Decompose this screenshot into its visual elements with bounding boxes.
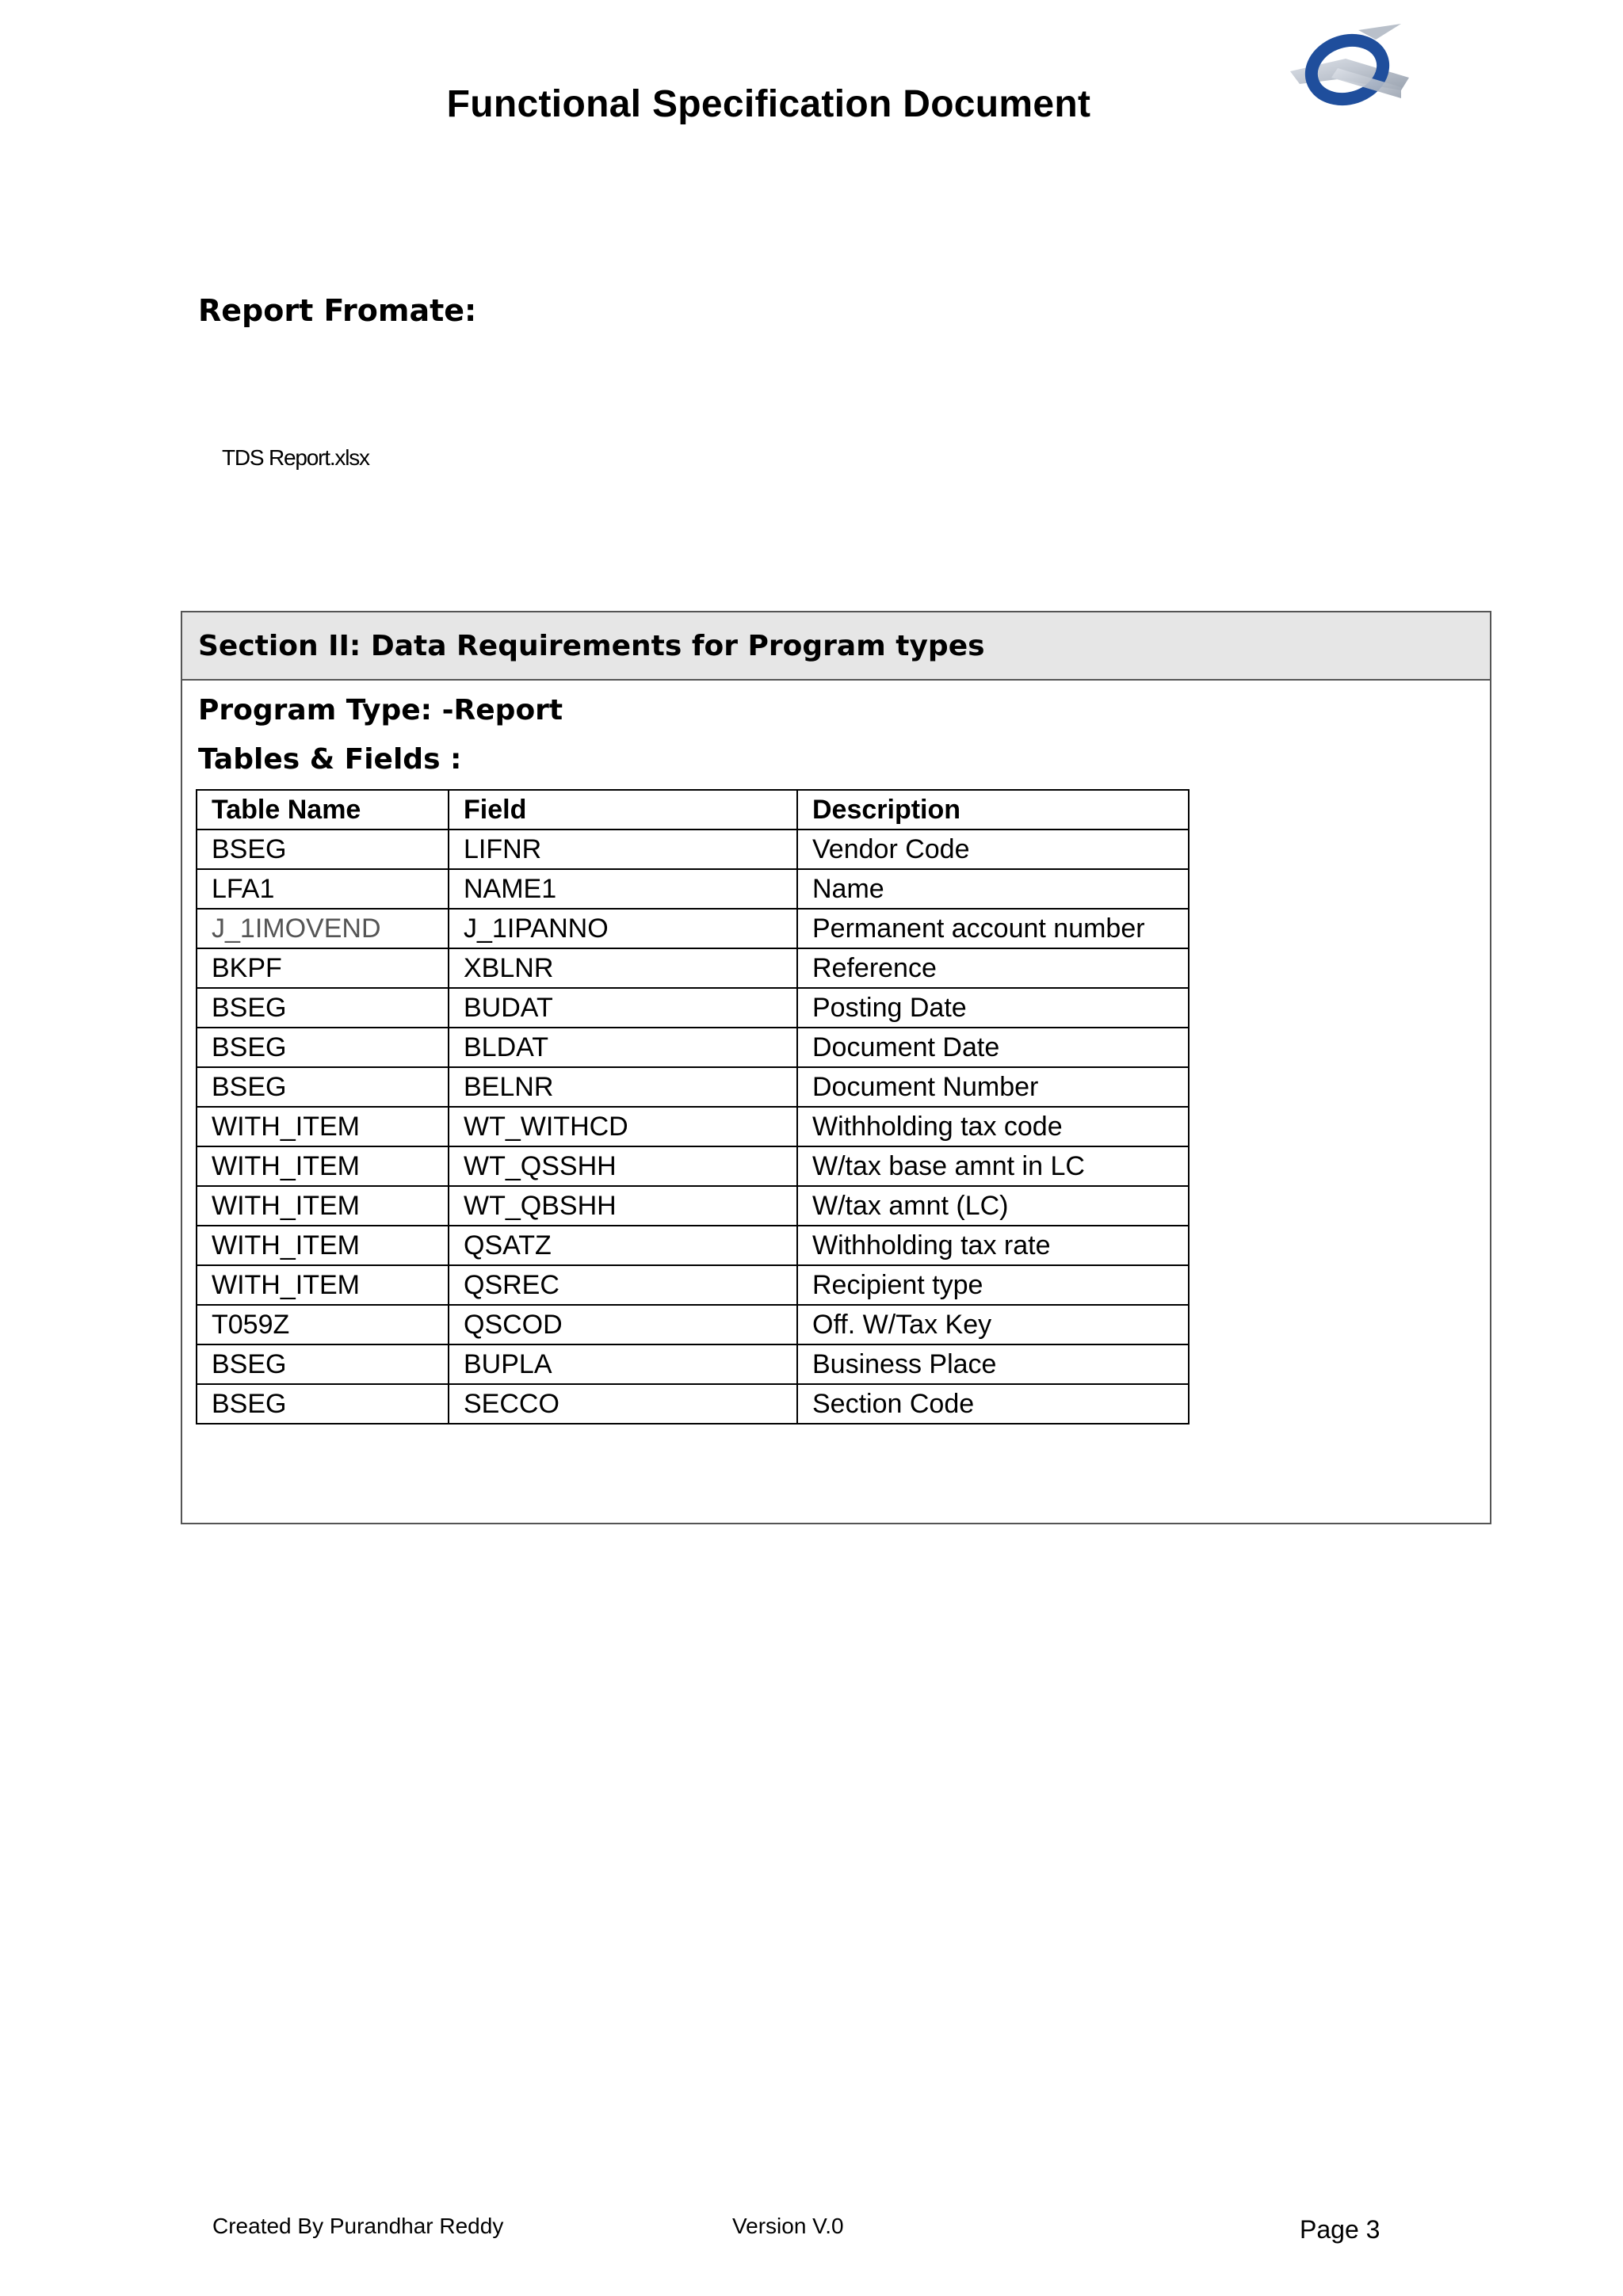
cell-description: Permanent account number (797, 909, 1189, 948)
cell-field: SECCO (449, 1384, 797, 1424)
cell-table-name: BSEG (197, 1028, 449, 1067)
cell-table-name: WITH_ITEM (197, 1107, 449, 1146)
footer-page-number: Page 3 (1300, 2215, 1381, 2244)
cell-field: XBLNR (449, 948, 797, 988)
cell-table-name: WITH_ITEM (197, 1226, 449, 1265)
cell-table-name: LFA1 (197, 869, 449, 909)
table-row (197, 1384, 1189, 1424)
cell-description: Off. W/Tax Key (797, 1305, 1189, 1344)
table-row (197, 1107, 1189, 1146)
cell-field: BUPLA (449, 1344, 797, 1384)
header-table-name: Table Name (197, 790, 449, 830)
cell-table-name: WITH_ITEM (197, 1186, 449, 1226)
header-field: Field (449, 790, 797, 830)
attachment-link[interactable]: TDS Report.xlsx (222, 445, 369, 470)
cell-description: Section Code (797, 1384, 1189, 1424)
cell-field: BELNR (449, 1067, 797, 1107)
cell-description: Withholding tax code (797, 1107, 1189, 1146)
table-row (197, 948, 1189, 988)
cell-description: Withholding tax rate (797, 1226, 1189, 1265)
cell-description: Business Place (797, 1344, 1189, 1384)
cell-table-name: BSEG (197, 988, 449, 1028)
table-row (197, 1265, 1189, 1305)
table-row (197, 830, 1189, 869)
table-row (197, 1067, 1189, 1107)
cell-field: BUDAT (449, 988, 797, 1028)
table-row (197, 988, 1189, 1028)
tables-fields-label: Tables & Fields : (198, 743, 462, 776)
table-header-row (197, 790, 1189, 830)
header-description: Description (797, 790, 1189, 830)
cell-table-name: BSEG (197, 830, 449, 869)
table-row (197, 1305, 1189, 1344)
cell-description: Name (797, 869, 1189, 909)
tables-fields-table (196, 789, 1190, 1425)
table-row (197, 869, 1189, 909)
cell-field: QSREC (449, 1265, 797, 1305)
cell-description: W/tax base amnt in LC (797, 1146, 1189, 1186)
footer-version: Version V.0 (732, 2214, 844, 2238)
cell-field: LIFNR (449, 830, 797, 869)
cell-table-name: T059Z (197, 1305, 449, 1344)
cell-description: Posting Date (797, 988, 1189, 1028)
company-logo (1282, 22, 1409, 116)
cell-table-name: BSEG (197, 1384, 449, 1424)
cell-table-name: WITH_ITEM (197, 1265, 449, 1305)
cell-table-name: WITH_ITEM (197, 1146, 449, 1186)
table-row (197, 1146, 1189, 1186)
cell-description: Vendor Code (797, 830, 1189, 869)
cell-description: Recipient type (797, 1265, 1189, 1305)
table-row (197, 1344, 1189, 1384)
cell-table-name: J_1IMOVEND (197, 909, 449, 948)
cell-field: WT_WITHCD (449, 1107, 797, 1146)
cell-field: J_1IPANNO (449, 909, 797, 948)
document-title: Functional Specification Document (446, 83, 1091, 125)
table-row (197, 1186, 1189, 1226)
cell-field: QSATZ (449, 1226, 797, 1265)
table-row (197, 1028, 1189, 1067)
program-type-label: Program Type: -Report (198, 694, 563, 727)
cell-table-name: BSEG (197, 1344, 449, 1384)
cell-field: NAME1 (449, 869, 797, 909)
cell-table-name: BSEG (197, 1067, 449, 1107)
cell-field: WT_QSSHH (449, 1146, 797, 1186)
cell-table-name: BKPF (197, 948, 449, 988)
cell-field: BLDAT (449, 1028, 797, 1067)
cell-description: W/tax amnt (LC) (797, 1186, 1189, 1226)
section-header: Section II: Data Requirements for Program types (182, 612, 1490, 681)
cell-description: Document Number (797, 1067, 1189, 1107)
cell-field: WT_QBSHH (449, 1186, 797, 1226)
report-format-heading: Report Fromate: (198, 293, 477, 328)
cell-field: QSCOD (449, 1305, 797, 1344)
cell-description: Document Date (797, 1028, 1189, 1067)
cell-description: Reference (797, 948, 1189, 988)
footer-created-by: Created By Purandhar Reddy (212, 2214, 504, 2238)
table-row (197, 909, 1189, 948)
table-row (197, 1226, 1189, 1265)
